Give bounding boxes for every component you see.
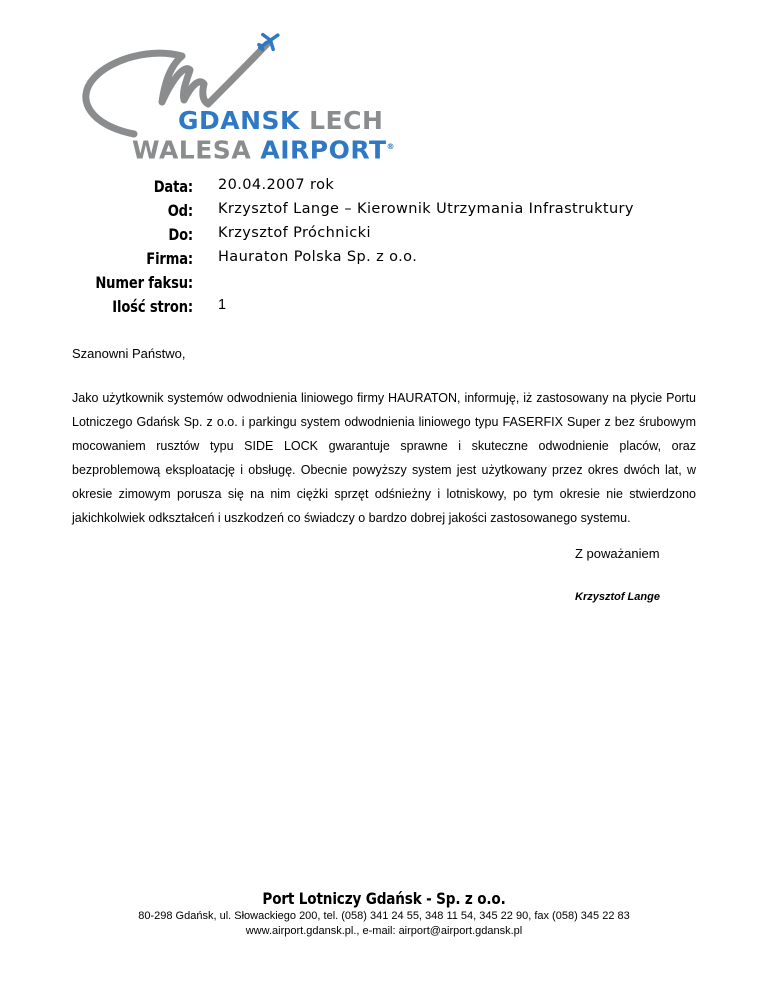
footer-company-name: Port Lotniczy Gdańsk - Sp. z o.o. [262, 889, 506, 908]
field-from [0, 201, 768, 225]
logo-line-1: GDANSK LECH [178, 106, 384, 135]
field-label: Ilość stron: [112, 297, 193, 316]
logo-line-2: WALESA AIRPORT® [132, 135, 396, 165]
field-label: Data: [153, 177, 193, 196]
field-value: 20.04.2007 rok [218, 177, 335, 193]
letter-closing: Z poważaniem [575, 546, 660, 561]
field-value: 1 [218, 297, 227, 313]
footer-contact: www.airport.gdansk.pl., e-mail: airport@airport.gdansk.pl [245, 925, 523, 937]
field-page-count [0, 297, 768, 321]
letter-body: Jako użytkownik systemów odwodnienia liniowego firmy HAURATON, informuję, iż zastosowany na płycie Portu Lotniczego Gdańsk Sp. z o.o. i parkingu system odwodnienia liniowego typu FASERFIX Super z bez śrubowym mocowaniem rusztów typu SIDE LOCK gwarantuje sprawne i skuteczne odwodnienie placów, oraz bezproblemową eksploatację i obsługę. Obecnie powyższy system jest użytkowany przez okres dwóch lat, w okresie zimowym porusza się na nim ciężki sprzęt odśnieżny i lotniskowy, po tym okresie nie stwierdzono jakichkolwiek odkształceń i uszkodzeń co świadczy o bardzo dobrej jakości zastosowanego systemu. [72, 391, 696, 525]
field-value: Krzysztof Próchnicki [218, 225, 371, 241]
letter-salutation: Szanowni Państwo, [72, 346, 186, 361]
field-to [0, 225, 768, 249]
field-date [0, 177, 768, 201]
airport-logo [72, 30, 396, 165]
field-label: Numer faksu: [95, 273, 193, 292]
field-value: Krzysztof Lange – Kierownik Utrzymania Infrastruktury [218, 201, 634, 217]
field-fax-number [0, 273, 768, 297]
field-label: Od: [167, 201, 193, 220]
footer-address: 80-298 Gdańsk, ul. Słowackiego 200, tel. (058) 341 24 55, 348 11 54, 345 22 90, fax (058) 345 22 83 [138, 910, 630, 922]
field-label: Firma: [146, 249, 193, 268]
field-value: Hauraton Polska Sp. z o.o. [218, 249, 418, 265]
field-company [0, 249, 768, 273]
field-label: Do: [168, 225, 193, 244]
letter-signature: Krzysztof Lange [575, 591, 660, 603]
